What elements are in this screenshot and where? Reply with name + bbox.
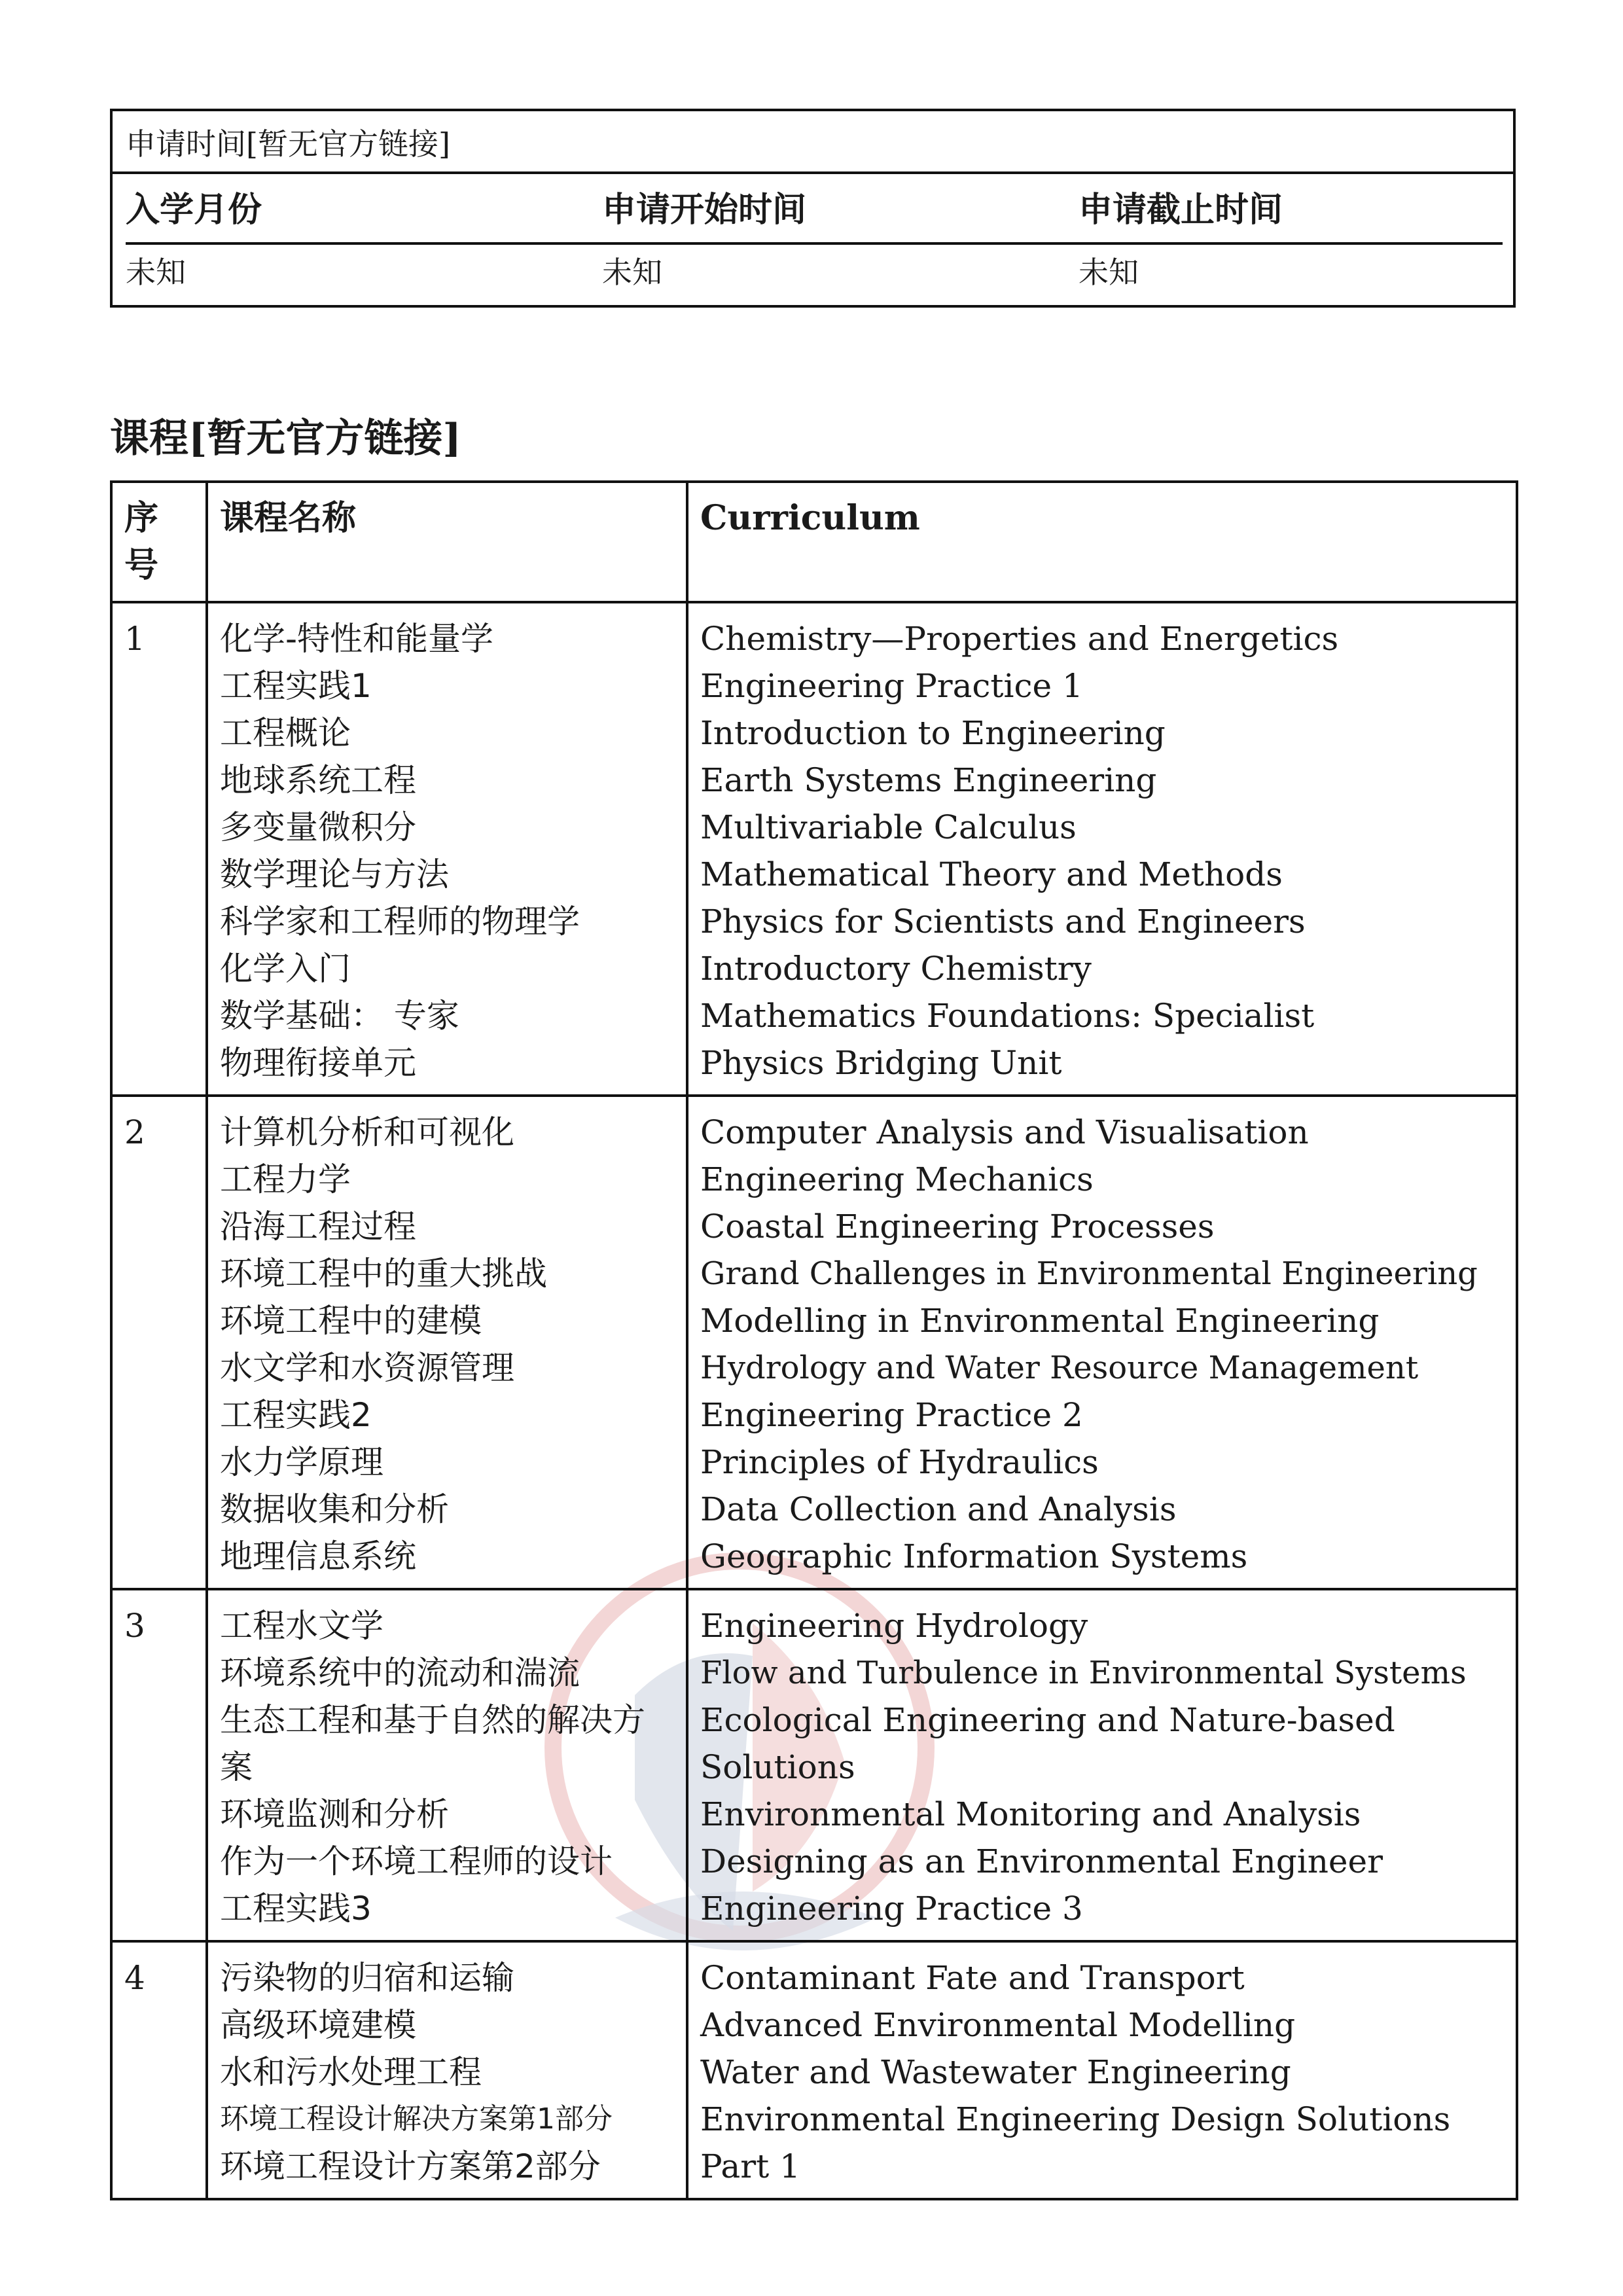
header-curriculum-en-label: Curriculum (700, 498, 920, 538)
list-item: Engineering Practice 3 (700, 1890, 1083, 1928)
table-row (111, 1589, 1517, 1941)
list-item: 作为一个环境工程师的设计 (220, 1842, 613, 1880)
course-list-zh (207, 1589, 687, 1941)
list-item: Introduction to Engineering (700, 714, 1166, 752)
table-row (111, 602, 1517, 1096)
table-row (111, 1941, 1517, 2199)
list-item: Environmental Engineering Design Solutions Part 1 (700, 2100, 1451, 2185)
curriculum-section-title: 课程[暂无官方链接] (110, 416, 461, 461)
course-list-en (687, 1589, 1517, 1941)
list-item: 地理信息系统 (220, 1537, 416, 1575)
list-item: Engineering Practice 1 (700, 667, 1083, 705)
year-index: 2 (111, 1096, 207, 1589)
list-item: Advanced Environmental Modelling (700, 2006, 1296, 2044)
list-item: 环境工程设计方案第2部分 (220, 2147, 601, 2185)
divider (113, 171, 1513, 174)
list-item: 工程概论 (220, 714, 351, 752)
list-item: Earth Systems Engineering (700, 761, 1157, 799)
header-application-deadline: 申请截止时间 (1079, 190, 1283, 230)
application-period-box (110, 109, 1516, 308)
value-intake-month: 未知 (126, 255, 186, 290)
divider (126, 242, 1503, 245)
header-application-start: 申请开始时间 (602, 190, 807, 230)
course-list-en (687, 1941, 1517, 2199)
list-item: Modelling in Environmental Engineering (700, 1302, 1380, 1340)
list-item: Multivariable Calculus (700, 808, 1077, 846)
table-header-row (111, 482, 1517, 602)
list-item: 地球系统工程 (220, 761, 416, 799)
list-item: Computer Analysis and Visualisation (700, 1113, 1309, 1151)
course-list-en (687, 1096, 1517, 1589)
list-item: 沿海工程过程 (220, 1208, 416, 1246)
list-item: 工程水文学 (220, 1607, 383, 1645)
list-item: Chemistry—Properties and Energetics (700, 620, 1339, 658)
list-item: Ecological Engineering and Nature-based Solutions (700, 1701, 1395, 1786)
list-item: 数据收集和分析 (220, 1490, 449, 1528)
header-index (111, 482, 207, 602)
list-item: Coastal Engineering Processes (700, 1208, 1215, 1246)
list-item: 工程力学 (220, 1160, 351, 1198)
list-item: Data Collection and Analysis (700, 1490, 1177, 1528)
list-item: 工程实践3 (220, 1890, 372, 1928)
list-item: 化学入门 (220, 950, 351, 988)
list-item: 环境工程设计解决方案第1部分 (220, 2102, 613, 2136)
list-item: 计算机分析和可视化 (220, 1113, 514, 1151)
value-application-start: 未知 (602, 255, 662, 290)
list-item: Water and Wastewater Engineering (700, 2053, 1291, 2091)
list-item: Principles of Hydraulics (700, 1443, 1099, 1481)
list-item: 污染物的归宿和运输 (220, 1959, 514, 1997)
list-item: Engineering Hydrology (700, 1607, 1088, 1645)
list-item: 环境监测和分析 (220, 1795, 449, 1833)
course-list-zh (207, 602, 687, 1096)
list-item: Physics Bridging Unit (700, 1044, 1062, 1082)
value-application-deadline: 未知 (1079, 255, 1139, 290)
course-list-zh (207, 1096, 687, 1589)
year-index: 3 (111, 1589, 207, 1941)
list-item: Geographic Information Systems (700, 1537, 1248, 1575)
header-course-name-zh-label: 课程名称 (220, 498, 357, 538)
list-item: 化学-特性和能量学 (220, 620, 494, 658)
list-item: 数学理论与方法 (220, 855, 449, 893)
list-item: 工程实践1 (220, 667, 372, 705)
list-item: 环境工程中的建模 (220, 1302, 482, 1340)
list-item: 工程实践2 (220, 1396, 372, 1434)
list-item: Engineering Practice 2 (700, 1396, 1083, 1434)
list-item: 高级环境建模 (220, 2006, 416, 2044)
list-item: Environmental Monitoring and Analysis (700, 1795, 1361, 1833)
list-item: Hydrology and Water Resource Management (700, 1350, 1419, 1386)
list-item: 数学基础： 专家 (220, 997, 459, 1035)
list-item: Flow and Turbulence in Environmental Systems (700, 1655, 1467, 1691)
list-item: Contaminant Fate and Transport (700, 1959, 1245, 1997)
header-index-label: 序号 (124, 498, 159, 585)
list-item: Mathematical Theory and Methods (700, 855, 1283, 893)
list-item: Designing as an Environmental Engineer (700, 1842, 1383, 1880)
table-row (111, 1096, 1517, 1589)
year-index: 1 (111, 602, 207, 1096)
list-item: 水和污水处理工程 (220, 2053, 482, 2091)
header-intake-month: 入学月份 (126, 190, 262, 230)
header-course-name-zh (207, 482, 687, 602)
list-item: Grand Challenges in Environmental Engineering (700, 1255, 1478, 1292)
header-curriculum-en (687, 482, 1517, 602)
list-item: 科学家和工程师的物理学 (220, 903, 580, 941)
list-item: 环境系统中的流动和湍流 (220, 1654, 580, 1692)
curriculum-table (110, 480, 1518, 2200)
application-period-title: 申请时间[暂无官方链接] (126, 126, 450, 162)
year-index: 4 (111, 1941, 207, 2199)
course-list-zh (207, 1941, 687, 2199)
course-list-en (687, 602, 1517, 1096)
list-item: 生态工程和基于自然的解决方案 (220, 1701, 645, 1786)
list-item: 水力学原理 (220, 1443, 383, 1481)
list-item: 物理衔接单元 (220, 1044, 416, 1082)
list-item: 环境工程中的重大挑战 (220, 1255, 547, 1293)
list-item: 水文学和水资源管理 (220, 1349, 514, 1387)
list-item: Introductory Chemistry (700, 950, 1092, 988)
list-item: Physics for Scientists and Engineers (700, 903, 1306, 941)
list-item: Engineering Mechanics (700, 1160, 1094, 1198)
list-item: Mathematics Foundations: Specialist (700, 997, 1315, 1035)
list-item: 多变量微积分 (220, 808, 416, 846)
